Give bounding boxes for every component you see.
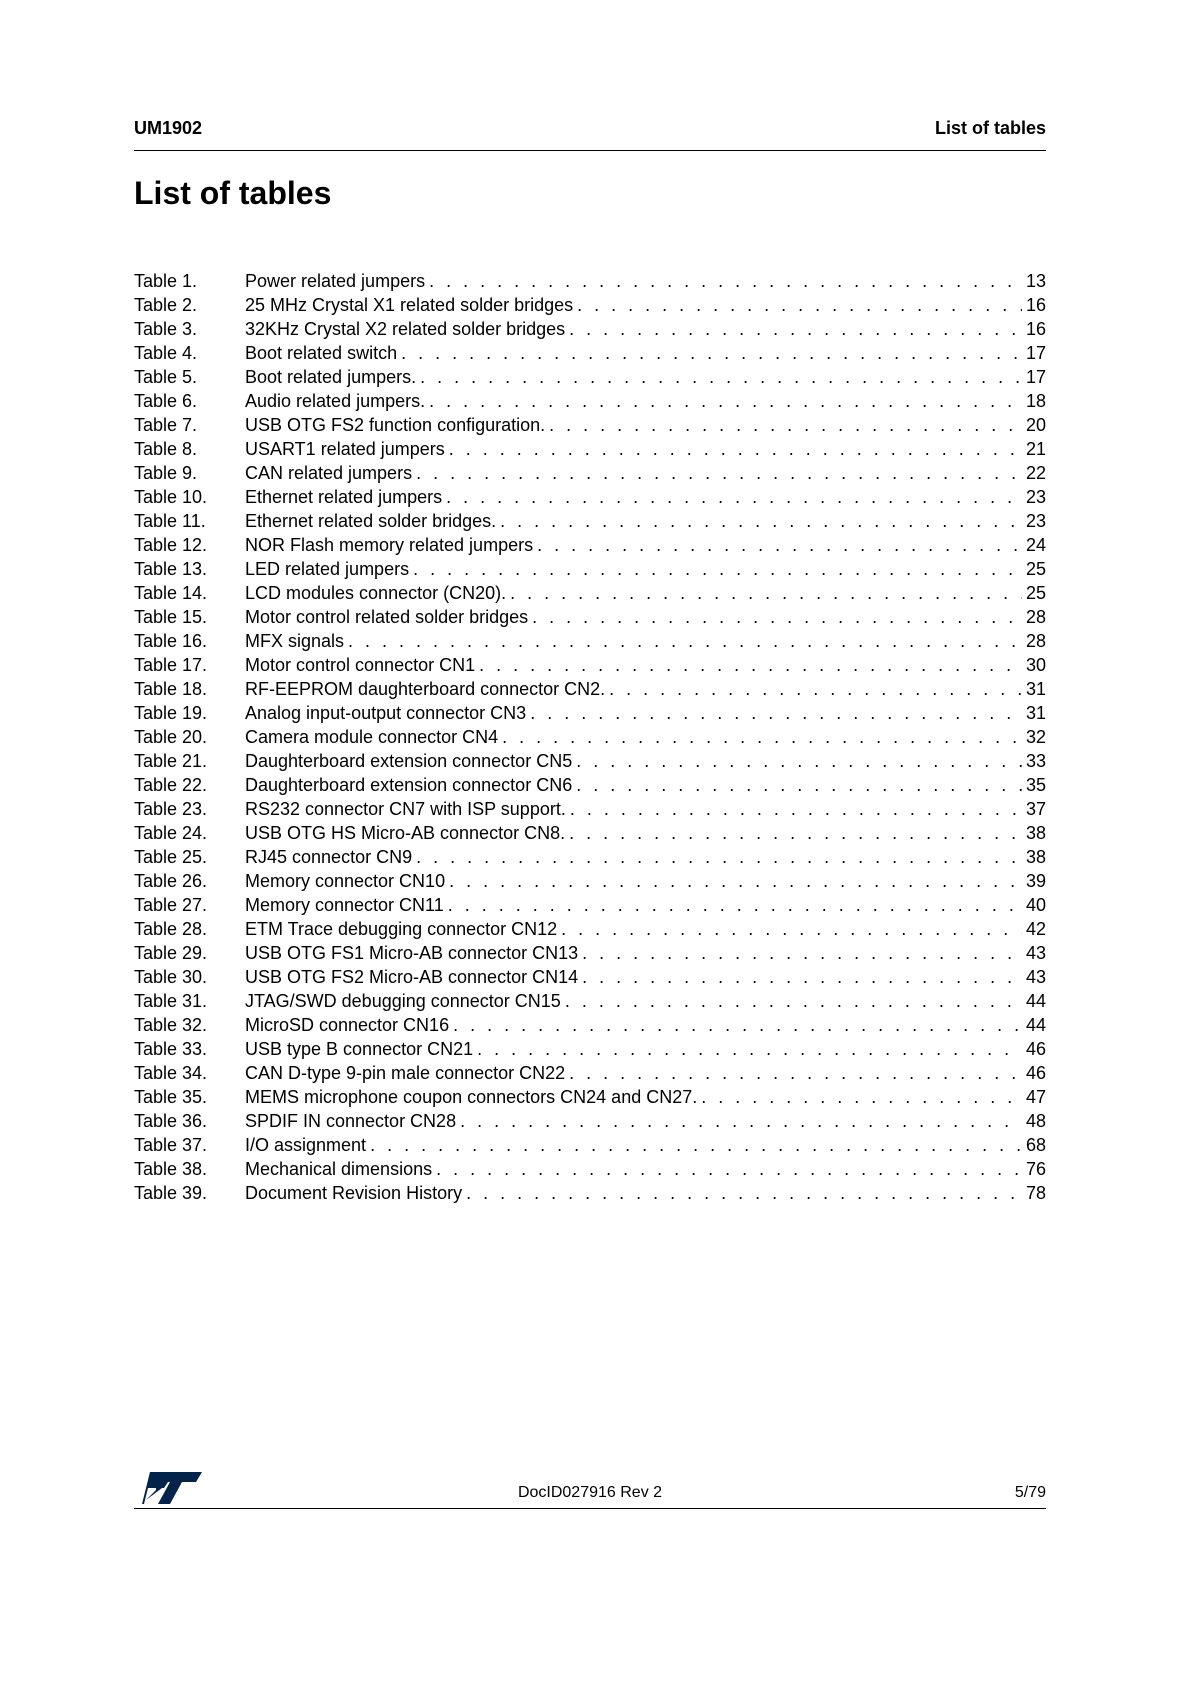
toc-entry-number: Table 17. bbox=[134, 655, 208, 675]
toc-entry-number: Table 37. bbox=[134, 1135, 208, 1155]
toc-dot-leader bbox=[500, 509, 1022, 533]
toc-entry-label[interactable]: Analog input-output connector CN3 bbox=[245, 703, 527, 723]
toc-entry-page[interactable]: 32 bbox=[1025, 727, 1046, 747]
toc-entry[interactable] bbox=[134, 989, 1046, 1013]
page-footer bbox=[134, 1470, 1046, 1509]
toc-entry-label[interactable]: USB OTG FS1 Micro-AB connector CN13 bbox=[245, 943, 579, 963]
toc-entry-page[interactable]: 43 bbox=[1025, 967, 1046, 987]
toc-entry[interactable] bbox=[134, 701, 1046, 725]
toc-entry-page[interactable]: 48 bbox=[1025, 1111, 1046, 1131]
toc-dot-leader bbox=[436, 1157, 1022, 1181]
toc-entry-label[interactable]: CAN related jumpers bbox=[245, 463, 413, 483]
toc-entry-number: Table 30. bbox=[134, 967, 208, 987]
toc-dot-leader bbox=[401, 341, 1022, 365]
header-section-title: List of tables bbox=[934, 118, 1046, 138]
toc-entry[interactable] bbox=[134, 1181, 1046, 1205]
toc-dot-leader bbox=[348, 629, 1022, 653]
toc-entry-page[interactable]: 22 bbox=[1025, 463, 1046, 483]
toc-entry[interactable] bbox=[134, 653, 1046, 677]
toc-dot-leader bbox=[466, 1181, 1022, 1205]
toc-entry-number: Table 23. bbox=[134, 799, 208, 819]
toc-dot-leader bbox=[416, 461, 1022, 485]
toc-entry-page[interactable]: 43 bbox=[1025, 943, 1046, 963]
toc-entry-page[interactable]: 40 bbox=[1025, 895, 1046, 915]
toc-entry[interactable] bbox=[134, 821, 1046, 845]
toc-entry-number: Table 4. bbox=[134, 343, 198, 363]
toc-entry[interactable] bbox=[134, 317, 1046, 341]
list-of-tables bbox=[134, 269, 1046, 1205]
toc-dot-leader bbox=[576, 749, 1022, 773]
toc-dot-leader bbox=[413, 557, 1022, 581]
toc-entry[interactable] bbox=[134, 269, 1046, 293]
toc-entry-label[interactable]: Motor control connector CN1 bbox=[245, 655, 476, 675]
toc-entry-page[interactable]: 78 bbox=[1025, 1183, 1046, 1203]
toc-dot-leader bbox=[477, 1037, 1022, 1061]
toc-entry-page[interactable]: 44 bbox=[1025, 991, 1046, 1011]
toc-entry-label[interactable]: USB OTG FS2 Micro-AB connector CN14 bbox=[245, 967, 579, 987]
toc-entry[interactable] bbox=[134, 1061, 1046, 1085]
toc-dot-leader bbox=[420, 365, 1022, 389]
toc-entry-number: Table 8. bbox=[134, 439, 198, 459]
toc-entry-number: Table 2. bbox=[134, 295, 198, 315]
toc-entry[interactable] bbox=[134, 965, 1046, 989]
toc-entry-label[interactable]: Ethernet related jumpers bbox=[245, 487, 443, 507]
toc-entry[interactable] bbox=[134, 725, 1046, 749]
toc-entry-number: Table 26. bbox=[134, 871, 208, 891]
toc-entry[interactable] bbox=[134, 797, 1046, 821]
toc-entry-label[interactable]: USB OTG FS2 function configuration. bbox=[245, 415, 546, 435]
toc-entry-label[interactable]: MEMS microphone coupon connectors CN24 and CN27. bbox=[245, 1087, 698, 1107]
toc-entry-number: Table 10. bbox=[134, 487, 208, 507]
toc-entry-number: Table 34. bbox=[134, 1063, 208, 1083]
toc-dot-leader bbox=[530, 701, 1022, 725]
toc-entry[interactable] bbox=[134, 677, 1046, 701]
toc-dot-leader bbox=[453, 1013, 1022, 1037]
footer-doc-revision: DocID027916 Rev 2 bbox=[517, 1484, 663, 1501]
toc-entry[interactable] bbox=[134, 629, 1046, 653]
page-title: List of tables bbox=[134, 175, 332, 211]
toc-entry-number: Table 29. bbox=[134, 943, 208, 963]
toc-entry-number: Table 21. bbox=[134, 751, 208, 771]
toc-entry-page[interactable]: 20 bbox=[1025, 415, 1046, 435]
toc-entry-number: Table 39. bbox=[134, 1183, 208, 1203]
toc-entry[interactable] bbox=[134, 1037, 1046, 1061]
toc-entry-label[interactable]: ETM Trace debugging connector CN12 bbox=[245, 919, 558, 939]
toc-entry-number: Table 27. bbox=[134, 895, 208, 915]
toc-entry-label[interactable]: Audio related jumpers. bbox=[245, 391, 426, 411]
toc-dot-leader bbox=[429, 269, 1022, 293]
toc-entry-number: Table 14. bbox=[134, 583, 208, 603]
header-doc-id: UM1902 bbox=[134, 118, 203, 138]
toc-entry[interactable] bbox=[134, 605, 1046, 629]
toc-entry[interactable] bbox=[134, 341, 1046, 365]
toc-dot-leader bbox=[569, 1061, 1022, 1085]
toc-dot-leader bbox=[565, 989, 1022, 1013]
toc-entry-label[interactable]: LED related jumpers bbox=[245, 559, 410, 579]
toc-dot-leader bbox=[582, 941, 1022, 965]
toc-dot-leader bbox=[449, 869, 1022, 893]
toc-entry-label[interactable]: JTAG/SWD debugging connector CN15 bbox=[245, 991, 561, 1011]
toc-dot-leader bbox=[510, 581, 1022, 605]
toc-entry-page[interactable]: 13 bbox=[1025, 271, 1046, 291]
toc-dot-leader bbox=[577, 293, 1022, 317]
toc-dot-leader bbox=[549, 413, 1022, 437]
toc-dot-leader bbox=[569, 821, 1022, 845]
toc-entry-number: Table 1. bbox=[134, 271, 198, 291]
toc-entry-label[interactable]: Power related jumpers bbox=[245, 271, 426, 291]
toc-entry[interactable] bbox=[134, 1133, 1046, 1157]
toc-entry-number: Table 16. bbox=[134, 631, 208, 651]
toc-entry[interactable] bbox=[134, 749, 1046, 773]
toc-entry-page[interactable]: 18 bbox=[1025, 391, 1046, 411]
toc-entry-page[interactable]: 16 bbox=[1025, 295, 1046, 315]
toc-entry-page[interactable]: 38 bbox=[1025, 847, 1046, 867]
toc-dot-leader bbox=[570, 797, 1022, 821]
toc-dot-leader bbox=[502, 725, 1022, 749]
toc-entry-page[interactable]: 46 bbox=[1025, 1063, 1046, 1083]
toc-entry-label[interactable]: Memory connector CN10 bbox=[245, 871, 446, 891]
toc-entry-number: Table 35. bbox=[134, 1087, 208, 1107]
toc-entry[interactable] bbox=[134, 1013, 1046, 1037]
toc-entry-page[interactable]: 30 bbox=[1025, 655, 1046, 675]
toc-entry-label[interactable]: Daughterboard extension connector CN5 bbox=[245, 751, 573, 771]
toc-dot-leader bbox=[532, 605, 1022, 629]
toc-entry[interactable] bbox=[134, 413, 1046, 437]
toc-entry-page[interactable]: 23 bbox=[1025, 511, 1046, 531]
footer-page-number: 5/79 bbox=[1014, 1484, 1046, 1501]
toc-entry[interactable] bbox=[134, 461, 1046, 485]
toc-entry[interactable] bbox=[134, 533, 1046, 557]
toc-entry[interactable] bbox=[134, 437, 1046, 461]
toc-entry[interactable] bbox=[134, 845, 1046, 869]
toc-entry-label[interactable]: CAN D-type 9-pin male connector CN22 bbox=[245, 1063, 566, 1083]
toc-dot-leader bbox=[701, 1085, 1022, 1109]
toc-entry-label[interactable]: Motor control related solder bridges bbox=[245, 607, 529, 627]
toc-entry-page[interactable]: 33 bbox=[1025, 751, 1046, 771]
toc-entry[interactable] bbox=[134, 389, 1046, 413]
toc-dot-leader bbox=[609, 677, 1022, 701]
toc-entry[interactable] bbox=[134, 1085, 1046, 1109]
toc-entry[interactable] bbox=[134, 509, 1046, 533]
toc-entry-page[interactable]: 25 bbox=[1025, 583, 1046, 603]
toc-dot-leader bbox=[537, 533, 1022, 557]
toc-entry-label[interactable]: SPDIF IN connector CN28 bbox=[245, 1111, 457, 1131]
toc-entry-page[interactable]: 76 bbox=[1025, 1159, 1046, 1179]
toc-dot-leader bbox=[449, 437, 1022, 461]
toc-entry-label[interactable]: Document Revision History bbox=[245, 1183, 463, 1203]
toc-entry-label[interactable]: 25 MHz Crystal X1 related solder bridges bbox=[245, 295, 574, 315]
toc-dot-leader bbox=[569, 317, 1022, 341]
toc-entry-label[interactable]: MFX signals bbox=[245, 631, 345, 651]
toc-entry-number: Table 33. bbox=[134, 1039, 208, 1059]
toc-entry[interactable] bbox=[134, 1157, 1046, 1181]
toc-entry-page[interactable]: 42 bbox=[1025, 919, 1046, 939]
toc-entry[interactable] bbox=[134, 773, 1046, 797]
toc-entry-number: Table 31. bbox=[134, 991, 208, 1011]
toc-entry[interactable] bbox=[134, 917, 1046, 941]
toc-entry-number: Table 24. bbox=[134, 823, 208, 843]
toc-dot-leader bbox=[370, 1133, 1022, 1157]
toc-entry-label[interactable]: USB OTG HS Micro-AB connector CN8. bbox=[245, 823, 566, 843]
toc-entry-label[interactable]: I/O assignment bbox=[245, 1135, 367, 1155]
toc-dot-leader bbox=[582, 965, 1022, 989]
toc-entry[interactable] bbox=[134, 941, 1046, 965]
toc-entry-number: Table 7. bbox=[134, 415, 198, 435]
toc-entry-page[interactable]: 38 bbox=[1025, 823, 1046, 843]
toc-entry-page[interactable]: 31 bbox=[1025, 703, 1046, 723]
toc-entry-label[interactable]: Camera module connector CN4 bbox=[245, 727, 499, 747]
toc-entry-label[interactable]: LCD modules connector (CN20). bbox=[245, 583, 507, 603]
toc-entry-label[interactable]: USART1 related jumpers bbox=[245, 439, 445, 459]
toc-entry-number: Table 6. bbox=[134, 391, 198, 411]
toc-entry[interactable] bbox=[134, 869, 1046, 893]
toc-entry-number: Table 19. bbox=[134, 703, 208, 723]
toc-entry-label[interactable]: RJ45 connector CN9 bbox=[245, 847, 413, 867]
toc-entry-page[interactable]: 39 bbox=[1025, 871, 1046, 891]
toc-entry[interactable] bbox=[134, 581, 1046, 605]
toc-entry-label[interactable]: Memory connector CN11 bbox=[245, 895, 444, 915]
toc-dot-leader bbox=[576, 773, 1022, 797]
toc-entry-page[interactable]: 16 bbox=[1025, 319, 1046, 339]
toc-entry-label[interactable]: 32KHz Crystal X2 related solder bridges bbox=[245, 319, 566, 339]
toc-dot-leader bbox=[460, 1109, 1022, 1133]
toc-entry[interactable] bbox=[134, 485, 1046, 509]
page-header bbox=[134, 116, 1046, 151]
toc-entry-label[interactable]: Boot related jumpers. bbox=[245, 367, 417, 387]
toc-entry-number: Table 15. bbox=[134, 607, 208, 627]
toc-entry-page[interactable]: 28 bbox=[1025, 631, 1046, 651]
toc-entry-label[interactable]: MicroSD connector CN16 bbox=[245, 1015, 450, 1035]
toc-entry[interactable] bbox=[134, 1109, 1046, 1133]
toc-entry-number: Table 32. bbox=[134, 1015, 208, 1035]
toc-entry[interactable] bbox=[134, 293, 1046, 317]
toc-dot-leader bbox=[446, 485, 1022, 509]
toc-entry[interactable] bbox=[134, 365, 1046, 389]
toc-entry-page[interactable]: 23 bbox=[1025, 487, 1046, 507]
toc-entry-number: Table 25. bbox=[134, 847, 208, 867]
toc-entry-number: Table 18. bbox=[134, 679, 208, 699]
toc-entry-page[interactable]: 44 bbox=[1025, 1015, 1046, 1035]
toc-entry-label[interactable]: Mechanical dimensions bbox=[245, 1159, 433, 1179]
toc-dot-leader bbox=[429, 389, 1022, 413]
toc-entry-label[interactable]: RF-EEPROM daughterboard connector CN2. bbox=[245, 679, 606, 699]
toc-entry-label[interactable]: USB type B connector CN21 bbox=[245, 1039, 474, 1059]
toc-entry-label[interactable]: RS232 connector CN7 with ISP support. bbox=[245, 799, 566, 819]
toc-entry[interactable] bbox=[134, 557, 1046, 581]
toc-entry-page[interactable]: 46 bbox=[1025, 1039, 1046, 1059]
toc-entry-page[interactable]: 28 bbox=[1025, 607, 1046, 627]
toc-entry-page[interactable]: 21 bbox=[1025, 439, 1046, 459]
toc-entry-page[interactable]: 17 bbox=[1025, 367, 1046, 387]
toc-entry-page[interactable]: 17 bbox=[1025, 343, 1046, 363]
toc-entry-number: Table 5. bbox=[134, 367, 198, 387]
toc-entry-number: Table 13. bbox=[134, 559, 208, 579]
toc-dot-leader bbox=[561, 917, 1022, 941]
toc-entry-page[interactable]: 24 bbox=[1025, 535, 1046, 555]
toc-entry-label[interactable]: NOR Flash memory related jumpers bbox=[245, 535, 534, 555]
toc-entry-label[interactable]: Ethernet related solder bridges. bbox=[245, 511, 497, 531]
toc-entry-number: Table 36. bbox=[134, 1111, 208, 1131]
toc-entry-page[interactable]: 37 bbox=[1025, 799, 1046, 819]
toc-entry-number: Table 38. bbox=[134, 1159, 208, 1179]
toc-entry-number: Table 3. bbox=[134, 319, 198, 339]
toc-entry-page[interactable]: 31 bbox=[1025, 679, 1046, 699]
toc-dot-leader bbox=[479, 653, 1022, 677]
toc-entry-label[interactable]: Daughterboard extension connector CN6 bbox=[245, 775, 573, 795]
toc-entry-number: Table 22. bbox=[134, 775, 208, 795]
toc-entry-page[interactable]: 47 bbox=[1025, 1087, 1046, 1107]
toc-entry[interactable] bbox=[134, 893, 1046, 917]
toc-dot-leader bbox=[448, 893, 1022, 917]
toc-entry-number: Table 11. bbox=[134, 511, 206, 531]
toc-dot-leader bbox=[416, 845, 1022, 869]
toc-entry-page[interactable]: 68 bbox=[1025, 1135, 1046, 1155]
toc-entry-page[interactable]: 35 bbox=[1025, 775, 1046, 795]
toc-entry-number: Table 9. bbox=[134, 463, 198, 483]
toc-entry-number: Table 28. bbox=[134, 919, 208, 939]
toc-entry-number: Table 20. bbox=[134, 727, 208, 747]
toc-entry-label[interactable]: Boot related switch bbox=[245, 343, 398, 363]
toc-entry-number: Table 12. bbox=[134, 535, 208, 555]
toc-entry-page[interactable]: 25 bbox=[1025, 559, 1046, 579]
